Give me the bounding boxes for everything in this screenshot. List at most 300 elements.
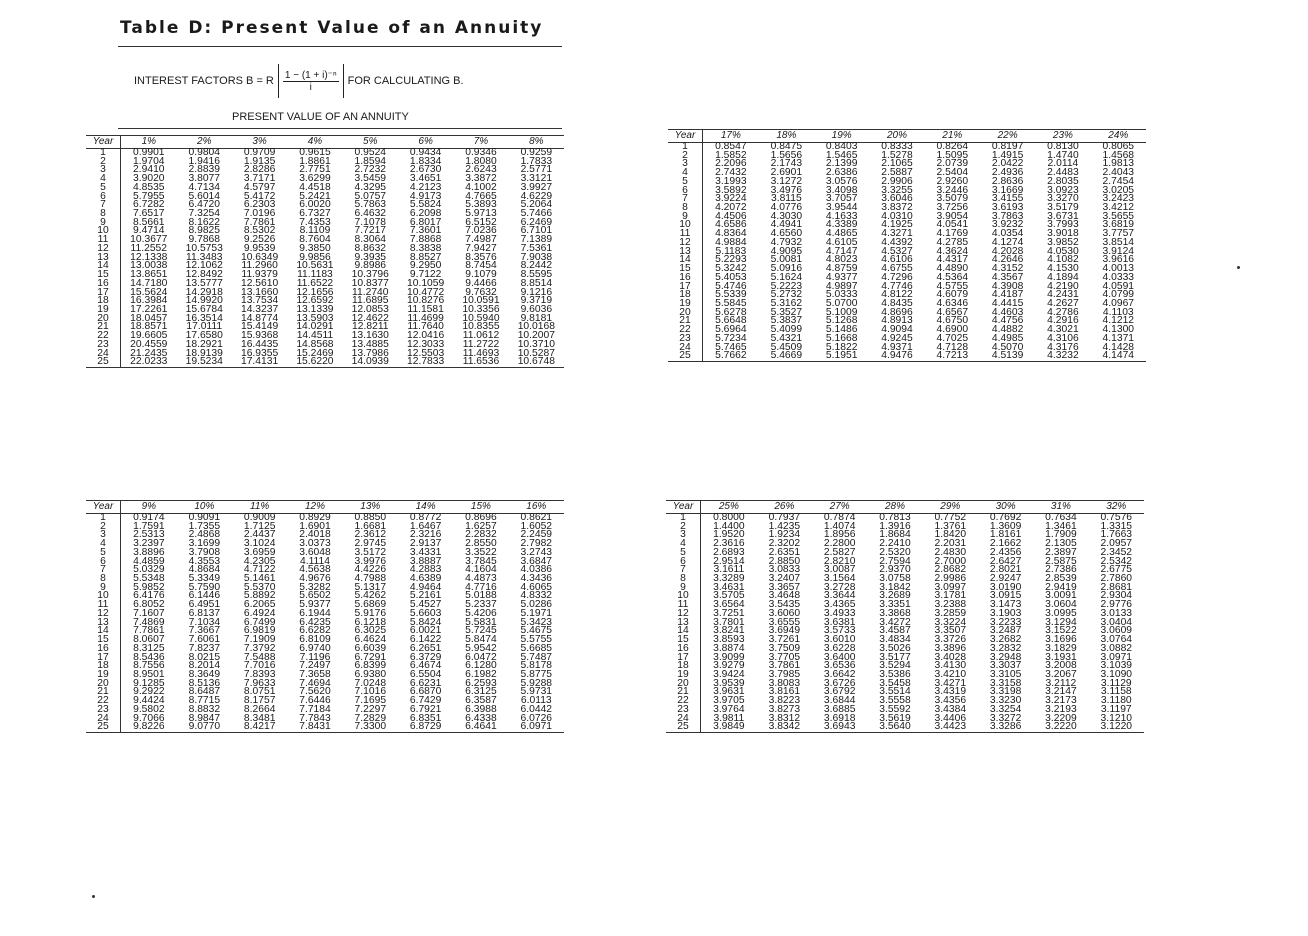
factor-cell: 3.0404 xyxy=(1100,616,1133,628)
factor-cell: 5.5370 xyxy=(243,581,276,593)
factor-cell: 2.5875 xyxy=(1045,555,1077,567)
factor-cell: 9.4466 xyxy=(465,277,497,289)
factor-cell: 6.2469 xyxy=(520,216,553,228)
factor-cell: 11.9379 xyxy=(241,269,278,281)
factor-cell: 3.1039 xyxy=(1100,660,1133,672)
rate-header: 4% xyxy=(287,136,342,149)
factor-cell: 4.5638 xyxy=(299,564,331,576)
factor-cell: 0.8065 xyxy=(1102,141,1135,152)
factor-cell: 6.6282 xyxy=(299,625,331,637)
factor-cell: 3.3896 xyxy=(934,642,967,654)
rate-header: 16% xyxy=(509,501,564,514)
factor-cell: 0.9346 xyxy=(465,147,497,158)
factor-cell: 3.8593 xyxy=(713,634,745,646)
factor-cell: 4.7134 xyxy=(188,181,220,193)
factor-cell: 4.1604 xyxy=(465,564,497,576)
year-cell: 11 xyxy=(86,601,121,610)
factor-cell: 8.2442 xyxy=(520,260,553,272)
factor-cell: 2.2800 xyxy=(823,538,856,550)
factor-cell: 6.8052 xyxy=(133,599,165,611)
factor-cell: 1.7909 xyxy=(1045,529,1077,541)
factor-cell: 9.3719 xyxy=(520,295,553,307)
factor-cell: 2.3612 xyxy=(354,529,387,541)
factor-cell: 4.3271 xyxy=(881,228,913,240)
factor-cell: 5.3893 xyxy=(465,199,497,211)
factor-cell: 0.8403 xyxy=(825,141,858,152)
factor-cell: 1.3315 xyxy=(1100,520,1133,532)
factor-cell: 6.8399 xyxy=(354,660,387,672)
factor-cell: 0.9174 xyxy=(133,512,165,523)
factor-cell: 3.7801 xyxy=(713,616,745,628)
factor-cell: 4.5755 xyxy=(936,280,969,292)
factor-cell: 5.7465 xyxy=(715,341,747,353)
year-cell: 17 xyxy=(668,283,703,292)
factor-cell: 3.5655 xyxy=(1102,210,1135,222)
factor-cell: 3.8223 xyxy=(768,695,801,707)
year-cell: 3 xyxy=(668,160,703,169)
factor-cell: 4.1082 xyxy=(1047,254,1079,266)
factor-cell: 4.4882 xyxy=(991,324,1024,336)
factor-cell: 8.1109 xyxy=(299,225,331,237)
factor-cell: 3.1564 xyxy=(823,573,856,585)
factor-cell: 3.4210 xyxy=(934,668,967,680)
factor-cell: 7.0236 xyxy=(465,225,497,237)
rate-header: 27% xyxy=(812,501,867,514)
rate-header: 9% xyxy=(121,501,177,514)
factor-cell: 3.3644 xyxy=(823,590,856,602)
year-cell: 2 xyxy=(666,523,701,532)
factor-cell: 6.1982 xyxy=(465,668,497,680)
year-cell: 10 xyxy=(86,227,121,236)
factor-cell: 3.1611 xyxy=(713,564,745,576)
factor-cell: 4.0013 xyxy=(1102,263,1135,275)
factor-cell: 3.6010 xyxy=(823,634,856,646)
factor-cell: 3.5733 xyxy=(823,625,856,637)
factor-cell: 6.8729 xyxy=(398,723,453,732)
factor-cell: 7.1016 xyxy=(354,686,387,698)
year-cell: 22 xyxy=(86,697,121,706)
factor-cell: 3.4651 xyxy=(409,173,442,185)
factor-cell: 14.8568 xyxy=(296,338,334,350)
factor-cell: 3.2487 xyxy=(989,625,1022,637)
factor-cell: 2.9137 xyxy=(409,538,442,550)
factor-cell: 6.0113 xyxy=(520,695,552,707)
factor-cell: 8.6487 xyxy=(188,686,221,698)
factor-cell: 3.0091 xyxy=(1045,590,1077,602)
factor-cell: 3.1903 xyxy=(989,607,1022,619)
factor-cell: 2.8035 xyxy=(1047,175,1079,187)
factor-cell: 9.2950 xyxy=(409,260,442,272)
factor-cell: 3.2173 xyxy=(1045,695,1077,707)
factor-cell: 5.7863 xyxy=(354,199,387,211)
factor-cell: 2.5342 xyxy=(1100,555,1133,567)
factor-cell: 4.1633 xyxy=(825,210,858,222)
factor-cell: 1.6901 xyxy=(299,520,331,532)
year-cell: 1 xyxy=(86,149,121,158)
factor-cell: 3.5558 xyxy=(879,695,911,707)
factor-cell: 3.1158 xyxy=(1100,686,1132,698)
factor-cell: 9.7632 xyxy=(465,286,497,298)
factor-cell: 4.8759 xyxy=(825,263,858,275)
factor-cell: 7.6517 xyxy=(133,208,165,220)
factor-cell: 3.4365 xyxy=(823,599,856,611)
factor-cell: 0.8333 xyxy=(881,141,913,152)
factor-cell: 2.0114 xyxy=(1047,158,1079,170)
factor-cell: 5.7487 xyxy=(520,651,553,663)
factor-cell: 8.3125 xyxy=(133,642,165,654)
factor-cell: 2.2410 xyxy=(879,538,911,550)
factor-cell: 9.9856 xyxy=(299,251,331,263)
factor-cell: 3.5640 xyxy=(867,723,922,732)
factor-cell: 4.8535 xyxy=(133,181,165,193)
factor-cell: 8.9825 xyxy=(188,225,220,237)
factor-cell: 1.9704 xyxy=(133,155,165,167)
factor-cell: 4.1530 xyxy=(1047,263,1079,275)
factor-cell: 4.4506 xyxy=(715,210,747,222)
factor-cell: 7.2829 xyxy=(354,712,387,724)
factor-cell: 13.1339 xyxy=(296,303,334,315)
factor-cell: 10.3677 xyxy=(130,234,168,246)
factor-cell: 3.9424 xyxy=(713,668,745,680)
factor-cell: 9.8226 xyxy=(121,723,177,732)
factor-cell: 2.6730 xyxy=(409,164,442,176)
factor-cell: 5.1668 xyxy=(825,332,858,344)
factor-cell: 3.3507 xyxy=(934,625,967,637)
factor-cell: 3.0205 xyxy=(1102,184,1135,196)
year-cell: 8 xyxy=(86,210,121,219)
factor-cell: 21.2435 xyxy=(130,347,168,359)
factor-cell: 4.8684 xyxy=(188,564,221,576)
factor-cell: 0.9524 xyxy=(354,147,387,158)
factor-cell: 3.0576 xyxy=(825,175,858,187)
factor-cell: 0.8000 xyxy=(713,512,745,523)
factor-cell: 7.3300 xyxy=(343,723,398,732)
factor-cell: 5.9731 xyxy=(520,686,553,698)
factor-cell: 0.8547 xyxy=(715,141,747,152)
factor-cell: 11.1581 xyxy=(407,303,444,315)
factor-cell: 6.7327 xyxy=(299,208,331,220)
factor-cell: 11.1183 xyxy=(297,269,333,281)
factor-cell: 5.8178 xyxy=(520,660,553,672)
factor-cell: 2.4936 xyxy=(991,167,1024,179)
factor-cell: 7.1389 xyxy=(520,234,553,246)
subtitle-rule xyxy=(118,128,562,129)
factor-cell: 4.6106 xyxy=(881,254,913,266)
factor-cell: 1.6681 xyxy=(354,520,387,532)
factor-cell: 2.1662 xyxy=(989,538,1022,550)
factor-cell: 5.7590 xyxy=(188,581,221,593)
factor-cell: 5.1971 xyxy=(520,607,553,619)
factor-cell: 3.6046 xyxy=(881,193,913,205)
factor-cell: 0.8929 xyxy=(299,512,331,523)
factor-cell: 3.3868 xyxy=(879,607,911,619)
factor-cell: 5.8474 xyxy=(465,634,497,646)
factor-cell: 3.3872 xyxy=(465,173,497,185)
factor-cell: 3.8115 xyxy=(770,193,802,205)
factor-cell: 4.7128 xyxy=(936,341,969,353)
year-cell: 9 xyxy=(668,213,703,222)
factor-cell: 2.7432 xyxy=(715,167,747,179)
factor-cell: 7.7184 xyxy=(299,703,331,715)
factor-cell: 6.9819 xyxy=(243,625,276,637)
factor-cell: 5.8775 xyxy=(520,668,553,680)
factor-cell: 7.4987 xyxy=(465,234,497,246)
interest-formula xyxy=(134,64,464,98)
factor-cell: 4.0541 xyxy=(936,219,969,231)
factor-cell: 2.9514 xyxy=(713,555,745,567)
factor-cell: 2.1305 xyxy=(1045,538,1077,550)
factor-cell: 12.4622 xyxy=(351,312,389,324)
factor-cell: 8.7715 xyxy=(188,695,221,707)
factor-cell: 2.9776 xyxy=(1100,599,1133,611)
factor-cell: 3.5294 xyxy=(879,660,911,672)
factor-cell: 5.1461 xyxy=(243,573,276,585)
factor-cell: 9.9539 xyxy=(243,242,276,254)
factor-cell: 11.2740 xyxy=(352,286,389,298)
factor-cell: 6.3587 xyxy=(465,695,497,707)
year-cell: 2 xyxy=(668,152,703,161)
factor-cell: 5.1009 xyxy=(825,306,858,318)
factor-cell: 3.7993 xyxy=(1047,219,1079,231)
factor-cell: 3.1197 xyxy=(1100,703,1132,715)
factor-cell: 0.9259 xyxy=(520,147,553,158)
factor-cell: 5.8424 xyxy=(409,616,442,628)
factor-cell: 3.1090 xyxy=(1100,668,1133,680)
factor-cell: 4.1103 xyxy=(1102,306,1134,318)
factor-cell: 3.4272 xyxy=(879,616,911,628)
factor-cell: 0.8130 xyxy=(1047,141,1079,152)
factor-cell: 4.9377 xyxy=(825,271,858,283)
factor-cell: 17.2261 xyxy=(130,303,168,315)
factor-cell: 3.5026 xyxy=(879,642,911,654)
factor-cell: 9.7122 xyxy=(409,269,442,281)
year-cell: 25 xyxy=(86,723,121,732)
factor-cell: 9.6036 xyxy=(520,303,553,315)
factor-cell: 19.6605 xyxy=(130,330,168,342)
factor-cell: 5.3349 xyxy=(188,573,221,585)
factor-cell: 2.9247 xyxy=(989,573,1022,585)
factor-cell: 9.7868 xyxy=(188,234,220,246)
factor-cell: 3.7863 xyxy=(991,210,1024,222)
year-cell: 22 xyxy=(668,326,703,335)
year-cell: 14 xyxy=(668,256,703,265)
factor-cell: 2.3202 xyxy=(768,538,801,550)
factor-cell: 11.2960 xyxy=(241,260,278,272)
factor-cell: 6.6231 xyxy=(409,677,442,689)
factor-cell: 4.3624 xyxy=(936,245,969,257)
factor-cell: 7.7861 xyxy=(243,216,276,228)
rate-header: 3% xyxy=(232,136,287,149)
factor-cell: 4.0591 xyxy=(1102,280,1135,292)
factor-cell: 4.9464 xyxy=(409,581,442,593)
factor-cell: 3.8083 xyxy=(768,677,801,689)
factor-cell: 15.9368 xyxy=(240,330,279,342)
factor-cell: 3.7908 xyxy=(188,546,221,558)
factor-cell: 9.2922 xyxy=(133,686,165,698)
factor-cell: 3.9232 xyxy=(991,219,1024,231)
factor-cell: 1.3761 xyxy=(934,520,967,532)
year-cell: 13 xyxy=(668,248,703,257)
factor-cell: 1.5095 xyxy=(936,149,969,161)
year-cell: 23 xyxy=(86,341,121,350)
factor-cell: 2.8286 xyxy=(243,164,276,176)
factor-cell: 9.5802 xyxy=(133,703,165,715)
factor-cell: 3.4631 xyxy=(713,581,745,593)
factor-cell: 7.9633 xyxy=(243,677,276,689)
factor-cell: 8.8514 xyxy=(520,277,553,289)
factor-cell: 8.8832 xyxy=(188,703,221,715)
factor-cell: 4.3152 xyxy=(991,263,1024,275)
year-cell: 13 xyxy=(86,619,121,628)
factor-cell: 4.4859 xyxy=(133,555,165,567)
factor-cell: 5.4053 xyxy=(715,271,747,283)
factor-cell: 8.5595 xyxy=(520,269,553,281)
factor-cell: 3.3255 xyxy=(881,184,913,196)
factor-cell: 5.3242 xyxy=(715,263,747,275)
year-cell: 8 xyxy=(666,575,701,584)
factor-cell: 10.6349 xyxy=(240,251,279,263)
year-cell: 1 xyxy=(666,514,701,523)
factor-cell: 6.1446 xyxy=(188,590,221,602)
factor-cell: 5.0333 xyxy=(825,289,858,301)
factor-cell: 3.9054 xyxy=(936,210,969,222)
factor-cell: 7.2297 xyxy=(354,703,387,715)
factor-cell: 3.6228 xyxy=(823,642,856,654)
factor-cell: 8.9501 xyxy=(133,668,165,680)
year-cell: 6 xyxy=(666,558,701,567)
factor-cell: 4.0530 xyxy=(1047,245,1079,257)
factor-cell: 8.8632 xyxy=(354,242,387,254)
factor-cell: 4.3030 xyxy=(770,210,803,222)
factor-cell: 3.2446 xyxy=(936,184,969,196)
factor-cell: 4.1371 xyxy=(1102,332,1135,344)
factor-cell: 4.3295 xyxy=(354,181,387,193)
factor-cell: 5.5845 xyxy=(715,297,747,309)
factor-cell: 12.5610 xyxy=(240,277,279,289)
factor-cell: 0.8475 xyxy=(770,141,803,152)
factor-cell: 4.6560 xyxy=(770,228,803,240)
factor-cell: 11.3483 xyxy=(186,251,223,263)
factor-cell: 2.5887 xyxy=(881,167,913,179)
factor-cell: 4.1428 xyxy=(1102,341,1135,353)
factor-cell: 5.0329 xyxy=(133,564,165,576)
factor-cell: 0.8850 xyxy=(354,512,387,523)
factor-cell: 4.4518 xyxy=(299,181,331,193)
factor-cell: 2.8850 xyxy=(768,555,801,567)
factor-cell: 3.4331 xyxy=(409,546,442,558)
factor-cell: 4.0386 xyxy=(520,564,553,576)
year-cell: 21 xyxy=(86,323,121,332)
factor-cell: 5.6014 xyxy=(188,190,220,202)
factor-cell: 3.6819 xyxy=(1102,219,1135,231)
factor-cell: 2.6243 xyxy=(465,164,497,176)
factor-cell: 3.1699 xyxy=(188,538,221,550)
factor-cell: 1.6257 xyxy=(465,520,497,532)
rate-header: 18% xyxy=(759,130,814,143)
factor-cell: 3.8514 xyxy=(1102,236,1135,248)
factor-cell: 6.4176 xyxy=(133,590,165,602)
factor-cell: 3.1129 xyxy=(1100,677,1132,689)
factor-cell: 9.0770 xyxy=(177,723,232,732)
factor-cell: 8.3576 xyxy=(465,251,497,263)
factor-cell: 7.6446 xyxy=(299,695,331,707)
formula-numerator: 1 − (1 + i)⁻ⁿ xyxy=(284,69,337,81)
factor-cell: 5.0286 xyxy=(520,599,553,611)
factor-cell: 4.2123 xyxy=(409,181,442,193)
factor-cell: 7.5620 xyxy=(299,686,331,698)
factor-cell: 3.4271 xyxy=(934,677,967,689)
factor-cell: 6.7499 xyxy=(243,616,276,628)
factor-cell: 4.8696 xyxy=(881,306,913,318)
factor-cell: 3.2832 xyxy=(989,642,1022,654)
rate-header: 12% xyxy=(287,501,342,514)
factor-cell: 10.0591 xyxy=(462,295,500,307)
year-header: Year xyxy=(86,501,121,514)
factor-cell: 3.3351 xyxy=(879,599,911,611)
factor-cell: 7.5361 xyxy=(520,242,553,254)
table-row xyxy=(666,723,1144,732)
factor-cell: 8.7556 xyxy=(133,660,165,672)
factor-cell: 3.4028 xyxy=(934,651,967,663)
year-header: Year xyxy=(86,136,121,149)
factor-cell: 8.5302 xyxy=(243,225,276,237)
factor-cell: 6.4235 xyxy=(299,616,331,628)
factor-cell: 7.4353 xyxy=(299,216,331,228)
factor-cell: 4.6346 xyxy=(936,297,969,309)
year-header: Year xyxy=(666,501,701,514)
year-cell: 5 xyxy=(668,178,703,187)
factor-cell: 2.9304 xyxy=(1100,590,1133,602)
rate-header: 15% xyxy=(453,501,508,514)
year-cell: 14 xyxy=(666,627,701,636)
factor-cell: 10.3710 xyxy=(517,338,555,350)
year-cell: 14 xyxy=(86,627,121,636)
stray-mark xyxy=(1237,266,1240,269)
factor-cell: 4.4890 xyxy=(936,263,969,275)
factor-cell: 4.4873 xyxy=(465,573,497,585)
factor-cell: 3.1842 xyxy=(879,581,911,593)
factor-cell: 8.1757 xyxy=(243,695,276,707)
factor-cell: 2.7982 xyxy=(520,538,553,550)
factor-cell: 11.6536 xyxy=(453,358,508,367)
rate-header: 5% xyxy=(343,136,398,149)
factor-cell: 17.4131 xyxy=(232,358,287,367)
year-cell: 9 xyxy=(666,584,701,593)
factor-cell: 5.0700 xyxy=(825,297,858,309)
factor-cell: 3.1220 xyxy=(1089,723,1144,732)
factor-cell: 3.0604 xyxy=(1045,599,1077,611)
factor-cell: 1.7355 xyxy=(188,520,221,532)
factor-cell: 6.1944 xyxy=(299,607,331,619)
factor-cell: 17.6580 xyxy=(185,330,223,342)
factor-cell: 3.7261 xyxy=(768,634,801,646)
factor-cell: 3.2067 xyxy=(1045,668,1077,680)
factor-cell: 3.8372 xyxy=(881,202,913,214)
year-cell: 11 xyxy=(86,236,121,245)
factor-cell: 6.4924 xyxy=(243,607,276,619)
factor-cell: 3.2682 xyxy=(989,634,1022,646)
year-cell: 24 xyxy=(668,344,703,353)
factor-cell: 2.9370 xyxy=(879,564,911,576)
factor-cell: 2.7454 xyxy=(1102,175,1135,187)
factor-cell: 5.1951 xyxy=(814,352,869,361)
factor-cell: 4.1474 xyxy=(1091,352,1146,361)
rate-header: 1% xyxy=(121,136,177,149)
factor-cell: 3.6918 xyxy=(823,712,856,724)
factor-cell: 0.7813 xyxy=(879,512,911,523)
factor-cell: 4.4865 xyxy=(825,228,858,240)
factor-cell: 7.0248 xyxy=(354,677,387,689)
